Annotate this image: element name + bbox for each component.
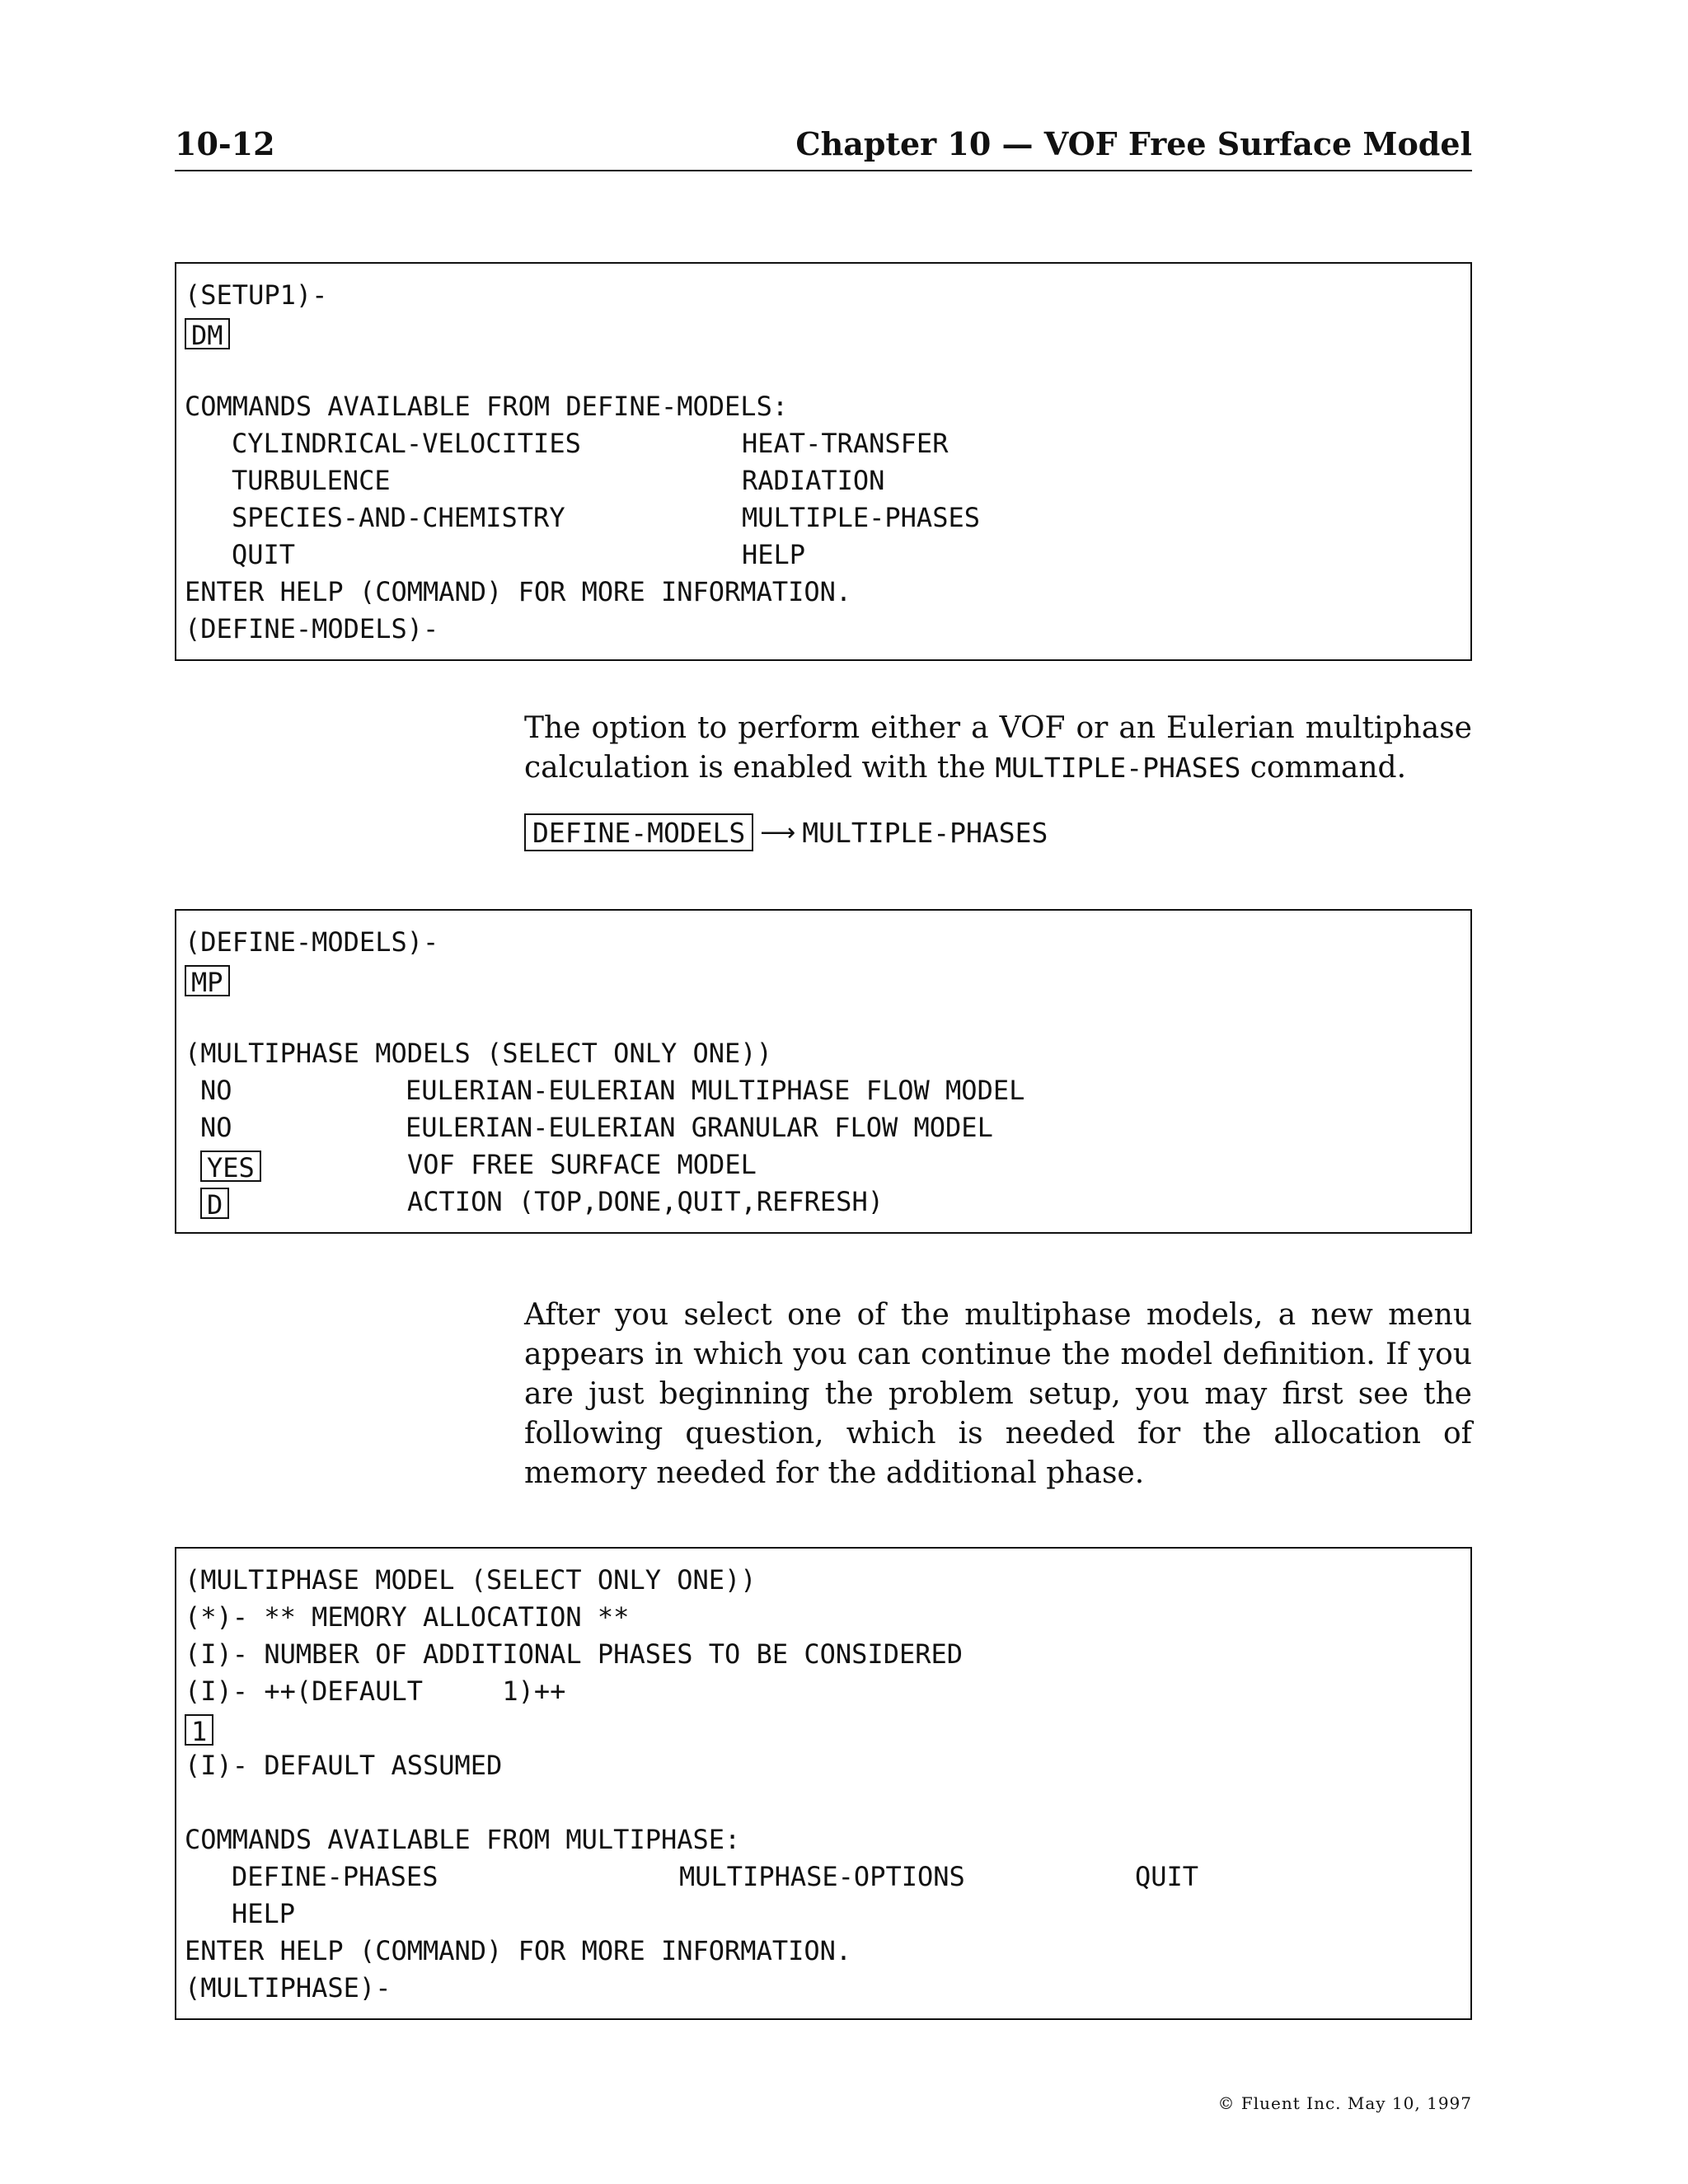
arrow-right-icon: ⟶ bbox=[760, 818, 796, 847]
command-row bbox=[185, 537, 1462, 574]
user-input-dm: DM bbox=[185, 318, 230, 349]
terminal-line: (*)- ** MEMORY ALLOCATION ** bbox=[185, 1601, 630, 1633]
command-item: TURBULENCE bbox=[232, 465, 391, 496]
model-label: EULERIAN-EULERIAN GRANULAR FLOW MODEL bbox=[406, 1112, 993, 1143]
chapter-title: Chapter 10 — VOF Free Surface Model bbox=[795, 125, 1472, 162]
user-input-yes: YES bbox=[200, 1151, 261, 1182]
terminal-line: (MULTIPHASE MODEL (SELECT ONLY ONE)) bbox=[185, 1564, 757, 1596]
command-item: MULTIPHASE-OPTIONS bbox=[679, 1861, 965, 1892]
paragraph-text: command. bbox=[1240, 751, 1407, 785]
terminal-box-define-models bbox=[175, 262, 1472, 661]
end-prompt: (MULTIPHASE)- bbox=[185, 1972, 392, 2004]
terminal-box-multiphase-models bbox=[175, 909, 1472, 1234]
prompt-line: (SETUP1)- bbox=[185, 279, 328, 311]
model-label: EULERIAN-EULERIAN MULTIPHASE FLOW MODEL bbox=[406, 1075, 1025, 1106]
paragraph-multiple-phases bbox=[524, 709, 1472, 788]
user-input-1: 1 bbox=[185, 1714, 213, 1746]
user-input-mp: MP bbox=[185, 965, 230, 996]
command-row bbox=[185, 499, 1462, 537]
model-label: ACTION (TOP,DONE,QUIT,REFRESH) bbox=[407, 1186, 884, 1217]
command-row bbox=[185, 1896, 1462, 1933]
command-row bbox=[185, 425, 1462, 462]
menu-path bbox=[524, 812, 1048, 853]
terminal-line: (I)- ++(DEFAULT 1)++ bbox=[185, 1675, 566, 1707]
model-label: VOF FREE SURFACE MODEL bbox=[407, 1149, 757, 1180]
terminal-line: (I)- DEFAULT ASSUMED bbox=[185, 1750, 503, 1781]
command-item: HELP bbox=[742, 539, 806, 570]
help-line: ENTER HELP (COMMAND) FOR MORE INFORMATION. bbox=[185, 1935, 852, 1966]
help-line: ENTER HELP (COMMAND) FOR MORE INFORMATION. bbox=[185, 576, 852, 607]
prompt-line: (DEFINE-MODELS)- bbox=[185, 926, 439, 958]
command-item: CYLINDRICAL-VELOCITIES bbox=[232, 428, 581, 459]
paragraph-memory-allocation: After you select one of the multiphase models, a new menu appears in which you can continue the model definition. If you are just beginning the problem setup, you may first see the following question, which is needed for the allocation of memory needed for the additional phase. bbox=[524, 1298, 1472, 1490]
command-item: MULTIPLE-PHASES bbox=[742, 502, 980, 533]
command-item: HEAT-TRANSFER bbox=[742, 428, 949, 459]
page-number: 10-12 bbox=[175, 125, 275, 162]
command-item: HELP bbox=[232, 1898, 296, 1929]
command-item: RADIATION bbox=[742, 465, 885, 496]
model-value: NO bbox=[200, 1075, 232, 1106]
command-row bbox=[185, 1858, 1462, 1896]
menu-item-multiple-phases: MULTIPLE-PHASES bbox=[802, 816, 1048, 849]
paragraph-text: The option to perform either a VOF or an Eulerian multiphase calculation is enabled with the bbox=[524, 711, 1472, 785]
page-header bbox=[175, 124, 1472, 171]
inline-code: MULTIPLE-PHASES bbox=[995, 752, 1241, 784]
end-prompt: (DEFINE-MODELS)- bbox=[185, 613, 439, 644]
model-value: NO bbox=[200, 1112, 232, 1143]
menu-box-define-models: DEFINE-MODELS bbox=[524, 813, 753, 851]
command-row bbox=[185, 462, 1462, 499]
model-row bbox=[185, 1109, 1462, 1146]
commands-heading: COMMANDS AVAILABLE FROM MULTIPHASE: bbox=[185, 1824, 741, 1855]
model-row bbox=[185, 1183, 1462, 1221]
terminal-box-multiphase bbox=[175, 1547, 1472, 2020]
command-item: QUIT bbox=[1135, 1861, 1199, 1892]
user-input-d: D bbox=[200, 1188, 229, 1219]
command-item: QUIT bbox=[232, 539, 296, 570]
command-item: DEFINE-PHASES bbox=[232, 1861, 438, 1892]
commands-heading: COMMANDS AVAILABLE FROM DEFINE-MODELS: bbox=[185, 391, 789, 422]
terminal-line: (I)- NUMBER OF ADDITIONAL PHASES TO BE CONSIDERED bbox=[185, 1638, 964, 1670]
copyright-footer: © Fluent Inc. May 10, 1997 bbox=[1217, 2093, 1472, 2113]
command-item: SPECIES-AND-CHEMISTRY bbox=[232, 502, 565, 533]
model-row bbox=[185, 1072, 1462, 1109]
model-row bbox=[185, 1146, 1462, 1183]
models-heading: (MULTIPHASE MODELS (SELECT ONLY ONE)) bbox=[185, 1038, 772, 1069]
